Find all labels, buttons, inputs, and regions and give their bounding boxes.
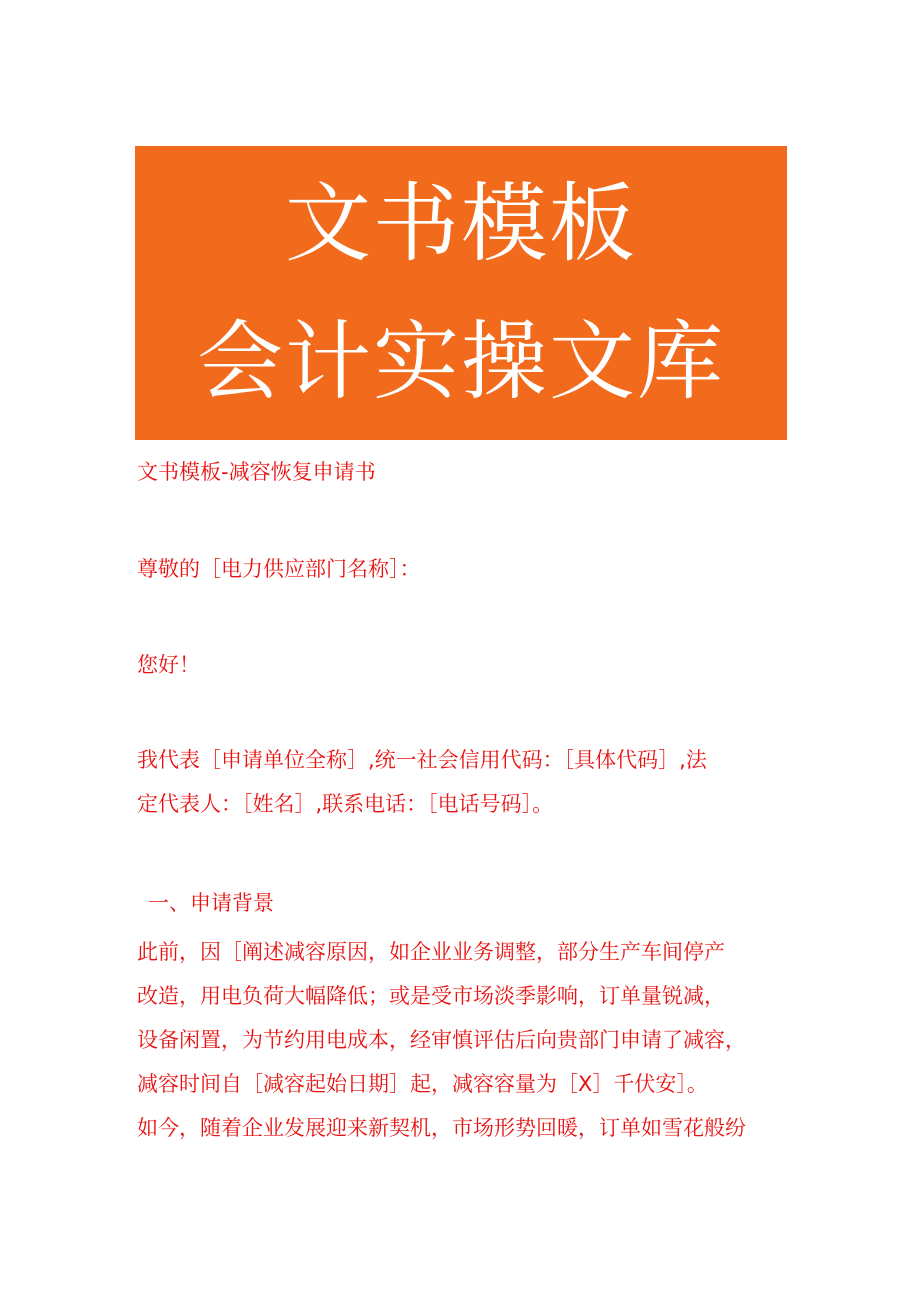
banner-title-line1: 文书模板 [285, 174, 637, 274]
salutation: 尊敬的［电力供应部门名称］： [137, 557, 421, 581]
title-banner [135, 146, 787, 440]
document-title: 文书模板-减容恢复申请书 [137, 460, 376, 484]
intro-line: 定代表人：［姓名］,联系电话：［电话号码］。 [137, 792, 554, 816]
paragraph-line: 减容时间自［减容起始日期］起，减容容量为［X］千伏安］。 [137, 1072, 708, 1096]
paragraph-line: 如今，随着企业发展迎来新契机，市场形势回暖，订单如雪花般纷 [137, 1116, 746, 1140]
paragraph-line: 此前，因［阐述减容原因，如企业业务调整，部分生产车间停产 [137, 940, 725, 964]
intro-paragraph [137, 738, 787, 826]
paragraph-line: 改造，用电负荷大幅降低；或是受市场淡季影响，订单量锐减， [137, 984, 725, 1008]
section-paragraph [137, 930, 787, 1150]
intro-line: 我代表［申请单位全称］,统一社会信用代码：［具体代码］,法 [137, 748, 707, 772]
banner-title-line2: 会计实操文库 [197, 312, 725, 412]
section-heading: 一、申请背景 [148, 891, 274, 915]
paragraph-line: 设备闲置，为节约用电成本，经审慎评估后向贵部门申请了减容， [137, 1028, 746, 1052]
greeting: 您好！ [137, 653, 200, 677]
